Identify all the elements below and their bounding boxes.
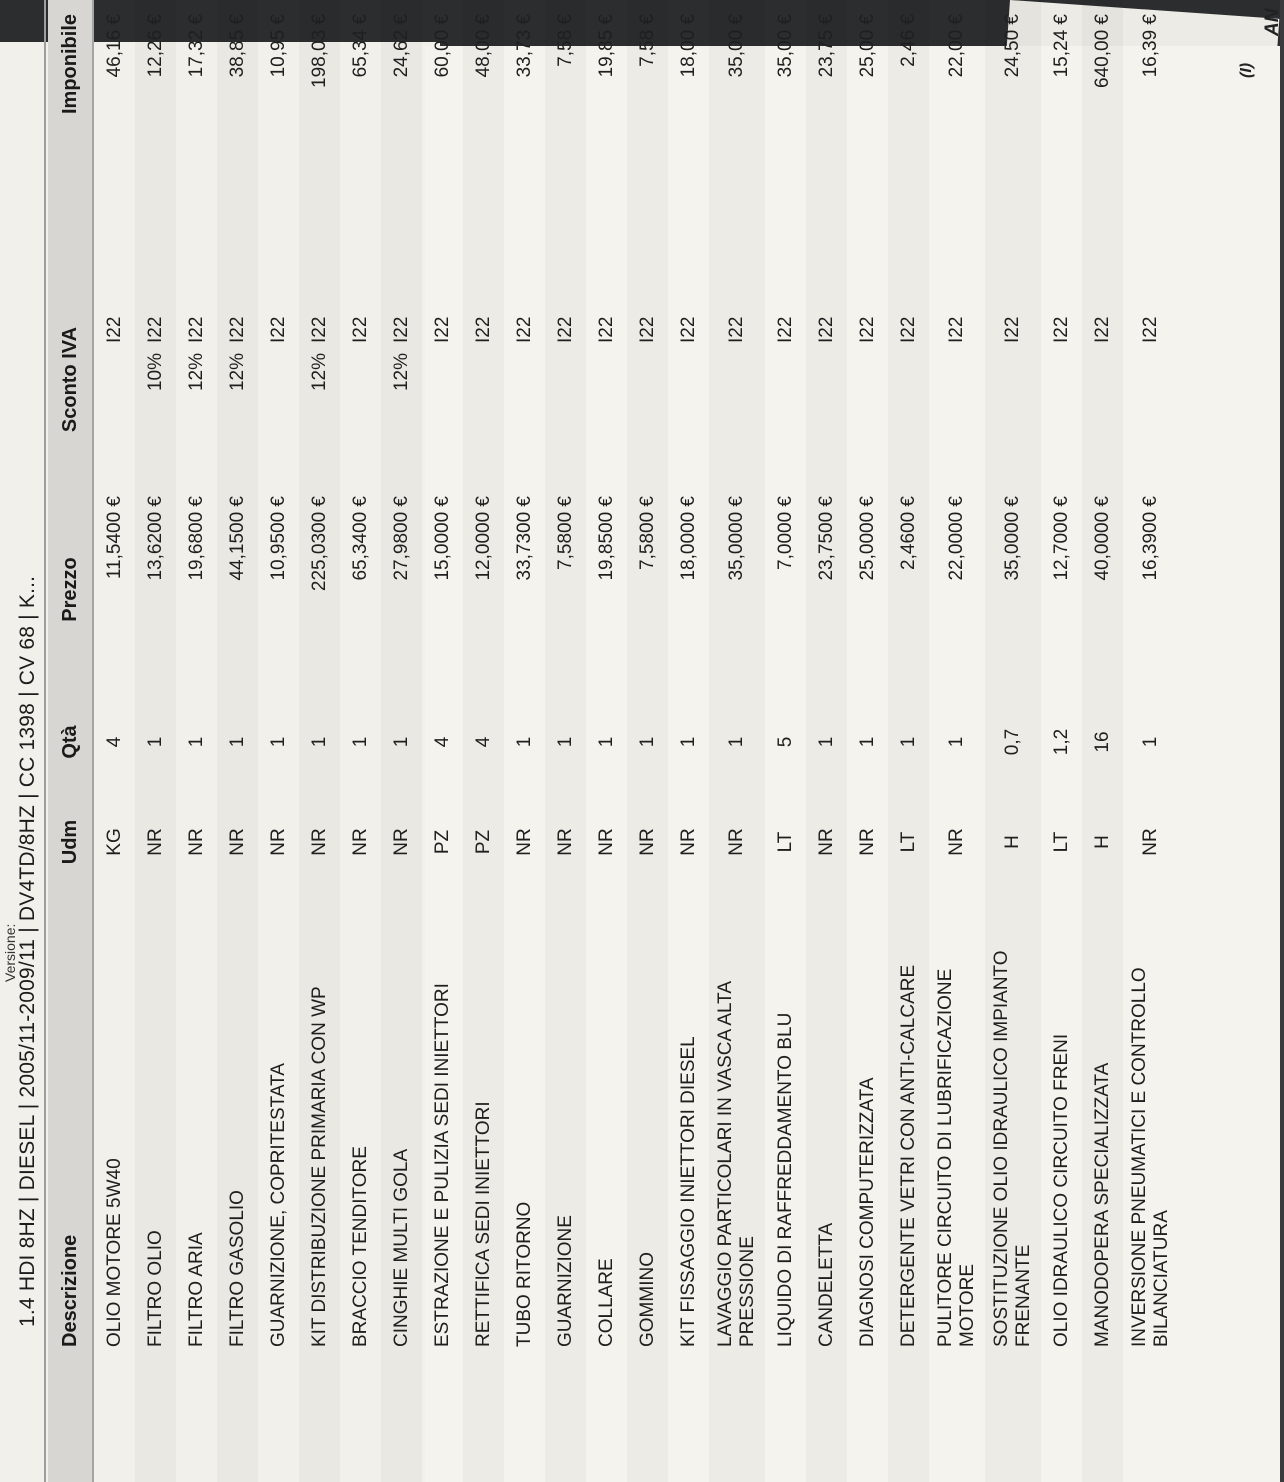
- cell-descrizione: LIQUIDO DI RAFFREDDAMENTO BLU: [774, 1012, 796, 1347]
- header-prezzo: Prezzo: [48, 482, 93, 697]
- cell-iva: I22: [217, 277, 258, 347]
- cell-prezzo: 16,3900 €: [1140, 496, 1161, 581]
- cell-iva: I22: [1050, 316, 1072, 343]
- cell-imponibile: 640,00 €: [1082, 0, 1123, 277]
- table-row: [888, 0, 929, 1482]
- cell-sconto: 10%: [135, 347, 176, 482]
- cell-qta: 1: [267, 736, 289, 748]
- cell-qta: 1: [217, 697, 258, 787]
- cell-imponibile: 25,00 €: [856, 14, 878, 78]
- cell-qta: 1: [1140, 736, 1161, 748]
- cell-prezzo: 15,0000 €: [431, 496, 453, 581]
- cell-prezzo: 22,0000 €: [946, 496, 967, 581]
- cell-iva: I22: [103, 316, 125, 343]
- cell-udm: NR: [135, 787, 176, 897]
- cell-prezzo: 18,0000 €: [677, 496, 699, 581]
- cell-prezzo: 19,6800 €: [185, 496, 207, 581]
- table-header-row: [48, 0, 93, 1482]
- cell-imponibile: 198,03 €: [299, 0, 340, 277]
- cell-descrizione: COLLARE: [595, 1258, 617, 1347]
- cell-sconto: [1041, 347, 1082, 482]
- table-row: [1123, 0, 1179, 1482]
- cell-sconto: [1123, 347, 1179, 482]
- cell-udm: NR: [299, 787, 340, 897]
- cell-imponibile: 65,34 €: [349, 14, 371, 78]
- cell-iva: I22: [1140, 316, 1161, 343]
- cell-sconto: [545, 347, 586, 482]
- cell-qta: 1: [677, 736, 699, 748]
- cell-qta: 4: [431, 736, 453, 748]
- cell-sconto: [929, 347, 985, 482]
- cell-sconto: 12%: [217, 347, 258, 482]
- cell-descrizione: FILTRO GASOLIO: [217, 897, 258, 1482]
- cell-qta: 1: [888, 697, 929, 787]
- version-value: 1.4 HDI 8HZ | DIESEL | 2005/11-2009/11 | DV4TD/8HZ | CC 1398 | CV 68 | K...: [16, 575, 39, 1327]
- cell-qta: 1: [595, 736, 617, 748]
- table-row: [422, 0, 463, 1482]
- cell-prezzo: 27,9800 €: [381, 482, 422, 697]
- cell-descrizione: PULITORE CIRCUITO DI LUBRIFICAZIONE MOTORE: [935, 968, 978, 1347]
- table-row: [299, 0, 340, 1482]
- cell-udm: NR: [381, 787, 422, 897]
- cell-iva: I22: [774, 316, 796, 343]
- cell-prezzo: 13,6200 €: [135, 482, 176, 697]
- cell-iva: I22: [349, 316, 371, 343]
- cell-udm: PZ: [463, 787, 504, 897]
- cell-imponibile: 35,00 €: [709, 0, 765, 277]
- cell-udm: NR: [513, 828, 535, 856]
- table-row: [709, 0, 765, 1482]
- cell-descrizione: RETTIFICA SEDI INIETTORI: [463, 897, 504, 1482]
- cell-iva: I22: [946, 316, 967, 343]
- cell-sconto: [586, 347, 627, 482]
- table-row: [176, 0, 217, 1482]
- cell-iva: I22: [806, 277, 847, 347]
- cell-udm: H: [985, 787, 1041, 897]
- header-qta: Qtà: [48, 697, 93, 787]
- cell-udm: NR: [267, 828, 289, 856]
- cell-imponibile: 33,73 €: [513, 14, 535, 78]
- cell-qta: 1: [545, 697, 586, 787]
- cell-imponibile: 22,00 €: [946, 14, 967, 78]
- cell-qta: 1: [513, 736, 535, 748]
- cell-udm: NR: [595, 828, 617, 856]
- cell-descrizione: DETERGENTE VETRI CON ANTI-CALCARE: [888, 897, 929, 1482]
- cell-imponibile: 46,16 €: [103, 14, 125, 78]
- cell-udm: NR: [545, 787, 586, 897]
- cell-iva: I22: [267, 316, 289, 343]
- cell-iva: I22: [299, 277, 340, 347]
- cell-iva: I22: [463, 277, 504, 347]
- cell-iva: I22: [381, 277, 422, 347]
- table-row: [1082, 0, 1123, 1482]
- cell-sconto: [985, 347, 1041, 482]
- cell-qta: 5: [774, 736, 796, 748]
- cell-iva: I22: [856, 316, 878, 343]
- cell-iva: I22: [1082, 277, 1123, 347]
- cell-udm: H: [1082, 787, 1123, 897]
- cell-prezzo: 33,7300 €: [513, 496, 535, 581]
- header-descrizione: Descrizione: [48, 897, 93, 1482]
- cell-sconto: [847, 347, 888, 482]
- cell-iva: I22: [513, 316, 535, 343]
- cell-iva: I22: [627, 277, 668, 347]
- cell-qta: 1: [135, 697, 176, 787]
- cell-sconto: [340, 347, 381, 482]
- cell-descrizione: CINGHIE MULTI GOLA: [381, 897, 422, 1482]
- cell-sconto: [258, 347, 299, 482]
- cell-descrizione: INVERSIONE PNEUMATICI E CONTROLLO BILANCIATURA: [1129, 967, 1172, 1347]
- cell-qta: 16: [1082, 697, 1123, 787]
- cell-udm: NR: [627, 787, 668, 897]
- cell-sconto: [709, 347, 765, 482]
- cell-sconto: [668, 347, 709, 482]
- cell-prezzo: 225,0300 €: [299, 482, 340, 697]
- cell-prezzo: 44,1500 €: [217, 482, 258, 697]
- cell-imponibile: 7,58 €: [627, 0, 668, 277]
- cell-sconto: [627, 347, 668, 482]
- cell-qta: 0,7: [985, 697, 1041, 787]
- version-label: Versione:: [2, 923, 18, 982]
- cell-imponibile: 38,85 €: [217, 0, 258, 277]
- cell-udm: KG: [103, 828, 125, 856]
- cell-iva: I22: [135, 277, 176, 347]
- cell-qta: 1: [299, 697, 340, 787]
- cell-imponibile: 12,26 €: [135, 0, 176, 277]
- cell-iva: I22: [888, 277, 929, 347]
- edge-fragment-an: AN: [1262, 8, 1283, 36]
- cell-imponibile: 18,00 €: [677, 14, 699, 78]
- cell-sconto: [463, 347, 504, 482]
- cell-qta: 1: [349, 736, 371, 748]
- cell-descrizione: BRACCIO TENDITORE: [349, 1146, 371, 1347]
- cell-prezzo: 12,0000 €: [463, 482, 504, 697]
- invoice-items-table: [48, 0, 1179, 1482]
- cell-prezzo: 2,4600 €: [888, 482, 929, 697]
- table-row: [847, 0, 888, 1482]
- cell-prezzo: 35,0000 €: [709, 482, 765, 697]
- cell-imponibile: 35,00 €: [774, 14, 796, 78]
- cell-iva: I22: [431, 316, 453, 343]
- table-row: [135, 0, 176, 1482]
- cell-imponibile: 24,62 €: [381, 0, 422, 277]
- cell-descrizione: SOSTITUZIONE OLIO IDRAULICO IMPIANTO FRENANTE: [985, 897, 1041, 1482]
- cell-iva: I22: [545, 277, 586, 347]
- cell-udm: NR: [185, 828, 207, 856]
- cell-qta: 1: [856, 736, 878, 748]
- cell-iva: I22: [185, 316, 207, 343]
- cell-imponibile: 60,00 €: [431, 14, 453, 78]
- cell-imponibile: 2,46 €: [888, 0, 929, 277]
- cell-udm: NR: [349, 828, 371, 856]
- cell-descrizione: GUARNIZIONE, COPRITESTATA: [267, 1063, 289, 1347]
- divider: [44, 0, 46, 1482]
- cell-udm: NR: [217, 787, 258, 897]
- cell-udm: LT: [1050, 831, 1072, 853]
- cell-sconto: 12%: [299, 347, 340, 482]
- cell-prezzo: 12,7000 €: [1050, 496, 1072, 581]
- cell-udm: NR: [946, 828, 967, 856]
- cell-prezzo: 10,9500 €: [267, 496, 289, 581]
- cell-sconto: [888, 347, 929, 482]
- cell-imponibile: 48,00 €: [463, 0, 504, 277]
- cell-qta: 4: [463, 697, 504, 787]
- cell-prezzo: 35,0000 €: [985, 482, 1041, 697]
- cell-imponibile: 24,50 €: [985, 0, 1041, 277]
- cell-descrizione: LAVAGGIO PARTICOLARI IN VASCA ALTA PRESSIONE: [709, 897, 765, 1482]
- cell-descrizione: ESTRAZIONE E PULIZIA SEDI INIETTORI: [431, 983, 453, 1347]
- cell-qta: 1: [709, 697, 765, 787]
- table-row: [1041, 0, 1082, 1482]
- cell-sconto: [93, 347, 135, 482]
- cell-udm: LT: [888, 787, 929, 897]
- cell-imponibile: 15,24 €: [1050, 14, 1072, 78]
- table-row: [504, 0, 545, 1482]
- cell-sconto: 12%: [185, 353, 207, 392]
- cell-descrizione: TUBO RITORNO: [513, 1201, 535, 1347]
- edge-fragment-paren: (I): [1238, 62, 1255, 78]
- table-row: [545, 0, 586, 1482]
- table-row: [985, 0, 1041, 1482]
- cell-iva: I22: [677, 316, 699, 343]
- cell-prezzo: 23,7500 €: [806, 482, 847, 697]
- cell-prezzo: 7,5800 €: [545, 482, 586, 697]
- cell-sconto: [504, 347, 545, 482]
- cell-udm: PZ: [431, 829, 453, 855]
- cell-iva: I22: [985, 277, 1041, 347]
- cell-imponibile: 19,85 €: [595, 14, 617, 78]
- cell-udm: NR: [677, 828, 699, 856]
- cell-descrizione: KIT DISTRIBUZIONE PRIMARIA CON WP: [299, 897, 340, 1482]
- cell-prezzo: 11,5400 €: [103, 496, 125, 580]
- cell-descrizione: DIAGNOSI COMPUTERIZZATA: [856, 1077, 878, 1347]
- cell-prezzo: 25,0000 €: [856, 496, 878, 581]
- cell-udm: NR: [1140, 828, 1161, 856]
- cell-imponibile: 16,39 €: [1140, 14, 1161, 78]
- cell-sconto: 12%: [381, 347, 422, 482]
- cell-iva: I22: [595, 316, 617, 343]
- cell-imponibile: 10,95 €: [267, 14, 289, 78]
- cell-sconto: [806, 347, 847, 482]
- cell-sconto: [1082, 347, 1123, 482]
- cell-qta: 1: [185, 736, 207, 748]
- cell-descrizione: MANODOPERA SPECIALIZZATA: [1082, 897, 1123, 1482]
- cell-udm: NR: [709, 787, 765, 897]
- header-udm: Udm: [48, 787, 93, 897]
- table-row: [627, 0, 668, 1482]
- cell-descrizione: OLIO IDRAULICO CIRCUITO FRENI: [1050, 1033, 1072, 1347]
- cell-sconto: [422, 347, 463, 482]
- header-sconto-iva: Sconto IVA: [48, 277, 93, 482]
- cell-imponibile: 23,75 €: [806, 0, 847, 277]
- cell-udm: NR: [856, 828, 878, 856]
- cell-prezzo: 19,8500 €: [595, 496, 617, 581]
- table-row: [258, 0, 299, 1482]
- cell-qta: 1: [806, 697, 847, 787]
- table-row: [765, 0, 806, 1482]
- table-row: [217, 0, 258, 1482]
- cell-prezzo: 7,0000 €: [774, 496, 796, 570]
- table-row: [381, 0, 422, 1482]
- cell-descrizione: FILTRO OLIO: [135, 897, 176, 1482]
- cell-udm: NR: [806, 787, 847, 897]
- cell-descrizione: KIT FISSAGGIO INIETTORI DIESEL: [677, 1036, 699, 1347]
- cell-qta: 4: [103, 736, 125, 748]
- table-row: [93, 0, 135, 1482]
- cell-descrizione: OLIO MOTORE 5W40: [103, 1158, 125, 1347]
- cell-descrizione: FILTRO ARIA: [185, 1232, 207, 1347]
- header-imponibile: Imponibile: [48, 0, 93, 277]
- cell-iva: I22: [709, 277, 765, 347]
- cell-udm: LT: [774, 831, 796, 853]
- cell-descrizione: GOMMINO: [627, 897, 668, 1482]
- cell-qta: 1: [627, 697, 668, 787]
- table-row: [806, 0, 847, 1482]
- table-row: [929, 0, 985, 1482]
- cell-imponibile: 17,32 €: [185, 14, 207, 78]
- cell-qta: 1: [946, 736, 967, 748]
- cell-prezzo: 65,3400 €: [349, 496, 371, 581]
- cell-sconto: [765, 347, 806, 482]
- table-row: [668, 0, 709, 1482]
- cell-qta: 1: [381, 697, 422, 787]
- table-row: [586, 0, 627, 1482]
- cell-prezzo: 7,5800 €: [627, 482, 668, 697]
- cell-imponibile: 7,58 €: [545, 0, 586, 277]
- table-row: [340, 0, 381, 1482]
- cell-descrizione: CANDELETTA: [806, 897, 847, 1482]
- cell-qta: 1,2: [1050, 728, 1072, 756]
- cell-prezzo: 40,0000 €: [1082, 482, 1123, 697]
- cell-descrizione: GUARNIZIONE: [545, 897, 586, 1482]
- table-row: [463, 0, 504, 1482]
